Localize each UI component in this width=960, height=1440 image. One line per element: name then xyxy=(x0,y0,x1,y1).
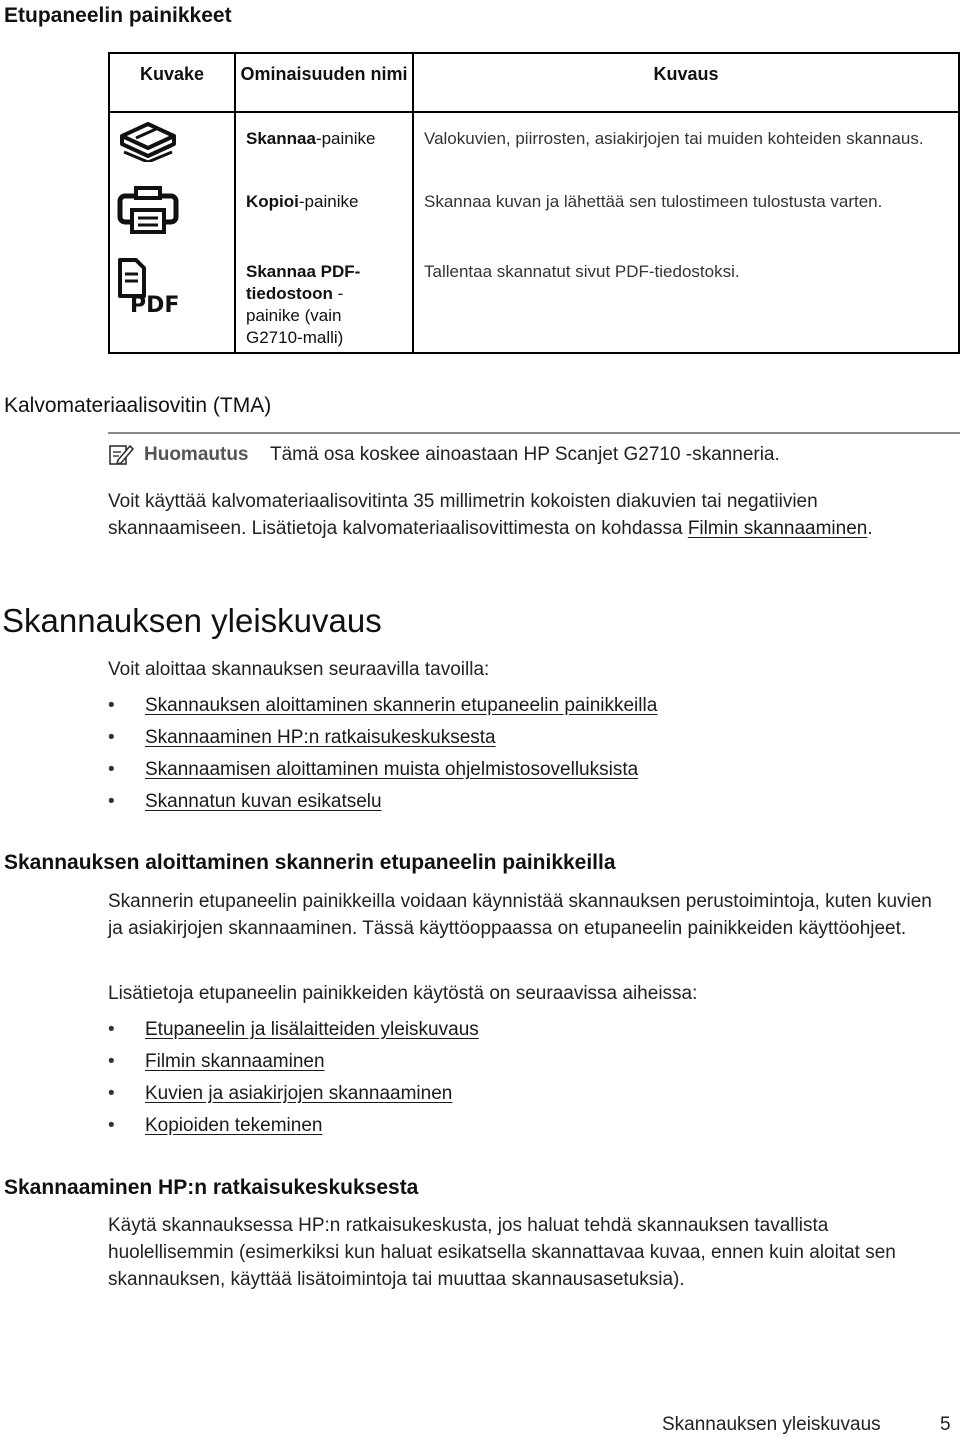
table-row-description: Tallentaa skannatut sivut PDF-tiedostoksi. xyxy=(424,262,740,281)
table-row-name: Skannaa-painike xyxy=(246,129,376,148)
note-text: Tämä osa koskee ainoastaan HP Scanjet G2710 -skanneria. xyxy=(270,444,780,465)
copier-icon xyxy=(116,186,180,241)
solution-center-paragraph: Käytä skannauksessa HP:n ratkaisukeskusta, jos haluat tehdä skannauksen tavallista huolellisemmin (esimerkiksi kun haluat esikatsella skannattavaa kuvaa, ennen kuin aloitat sen skannauksen, käyttää lisätoimintoja tai muuttaa skannausasetuksia). xyxy=(108,1215,896,1290)
link-preview[interactable]: Skannatun kuvan esikatselu xyxy=(145,791,382,812)
table-row-name: Kopioi-painike xyxy=(246,192,359,211)
table-left-border xyxy=(108,52,110,354)
pdf-document-icon xyxy=(116,256,186,319)
link-other-software[interactable]: Skannaamisen aloittaminen muista ohjelmistosovelluksista xyxy=(145,759,639,780)
table-header-description: Kuvaus xyxy=(653,64,719,84)
section-title-front-buttons: Skannauksen aloittaminen skannerin etupaneelin painikkeilla xyxy=(4,851,616,874)
svg-text:PDF: PDF xyxy=(130,293,180,314)
front-buttons-intro: Lisätietoja etupaneelin painikkeiden käytöstä on seuraavissa aiheissa: xyxy=(108,983,698,1004)
section-title-front-panel: Etupaneelin painikkeet xyxy=(4,4,232,27)
table-column-divider xyxy=(412,52,414,354)
list-item: • Skannauksen aloittaminen skannerin etupaneelin painikkeilla xyxy=(108,695,658,716)
link-image-document-scanning[interactable]: Kuvien ja asiakirjojen skannaaminen xyxy=(145,1083,453,1104)
link-filmin-skannaaminen[interactable]: Filmin skannaaminen xyxy=(687,518,868,539)
overview-intro: Voit aloittaa skannauksen seuraavilla tavoilla: xyxy=(108,659,490,680)
front-panel-buttons-table xyxy=(108,52,960,354)
list-item: • Kopioiden tekeminen xyxy=(108,1115,323,1136)
list-item: • Etupaneelin ja lisälaitteiden yleiskuvaus xyxy=(108,1019,479,1040)
section-title-tma: Kalvomateriaalisovitin (TMA) xyxy=(4,394,272,417)
link-front-panel-scanning[interactable]: Skannauksen aloittaminen skannerin etupaneelin painikkeilla xyxy=(145,695,658,716)
link-film-scanning[interactable]: Filmin skannaaminen xyxy=(145,1051,325,1072)
list-item: • Skannaamisen aloittaminen muista ohjelmistosovelluksista xyxy=(108,759,639,780)
table-column-divider xyxy=(234,52,236,354)
footer-page-number: 5 xyxy=(940,1414,951,1435)
front-buttons-paragraph: Skannerin etupaneelin painikkeilla voidaan käynnistää skannauksen perustoimintoja, kuten kuvien ja asiakirjojen skannaaminen. Tässä käyttöoppaassa on etupaneelin painikkeiden käyttöohjeet. xyxy=(108,891,932,939)
list-item: • Kuvien ja asiakirjojen skannaaminen xyxy=(108,1083,453,1104)
table-header-icon: Kuvake xyxy=(139,64,205,84)
link-making-copies[interactable]: Kopioiden tekeminen xyxy=(145,1115,323,1136)
note-label: Huomautus xyxy=(144,444,249,465)
link-solution-center[interactable]: Skannaaminen HP:n ratkaisukeskuksesta xyxy=(145,727,496,748)
list-item: • Filmin skannaaminen xyxy=(108,1051,325,1072)
footer-section-name: Skannauksen yleiskuvaus xyxy=(662,1414,881,1435)
table-row-name: Skannaa PDF-tiedostoon -painike (vain G2710-malli) xyxy=(246,262,361,347)
table-row-description: Valokuvien, piirrosten, asiakirjojen tai muiden kohteiden skannaus. xyxy=(424,129,924,148)
table-row-description: Skannaa kuvan ja lähettää sen tulostimeen tulostusta varten. xyxy=(424,192,883,211)
overview-link-list xyxy=(108,690,948,818)
section-title-solution-center: Skannaaminen HP:n ratkaisukeskuksesta xyxy=(4,1176,419,1199)
list-item: • Skannaaminen HP:n ratkaisukeskuksesta xyxy=(108,727,496,748)
table-header-name: Ominaisuuden nimi xyxy=(240,64,408,84)
front-buttons-link-list xyxy=(108,1014,948,1142)
note-pencil-icon xyxy=(108,442,134,471)
section-title-overview: Skannauksen yleiskuvaus xyxy=(2,602,382,639)
list-item: • Skannatun kuvan esikatselu xyxy=(108,791,382,812)
link-front-panel-overview[interactable]: Etupaneelin ja lisälaitteiden yleiskuvaus xyxy=(145,1019,479,1040)
scanner-icon xyxy=(116,122,180,167)
note-box xyxy=(108,432,960,468)
tma-paragraph: Voit käyttää kalvomateriaalisovitinta 35 millimetrin kokoisten diakuvien tai negatiivien skannaamiseen. Lisätietoja kalvomateriaalisovittimesta on kohdassa Filmin skannaaminen. xyxy=(108,491,873,539)
